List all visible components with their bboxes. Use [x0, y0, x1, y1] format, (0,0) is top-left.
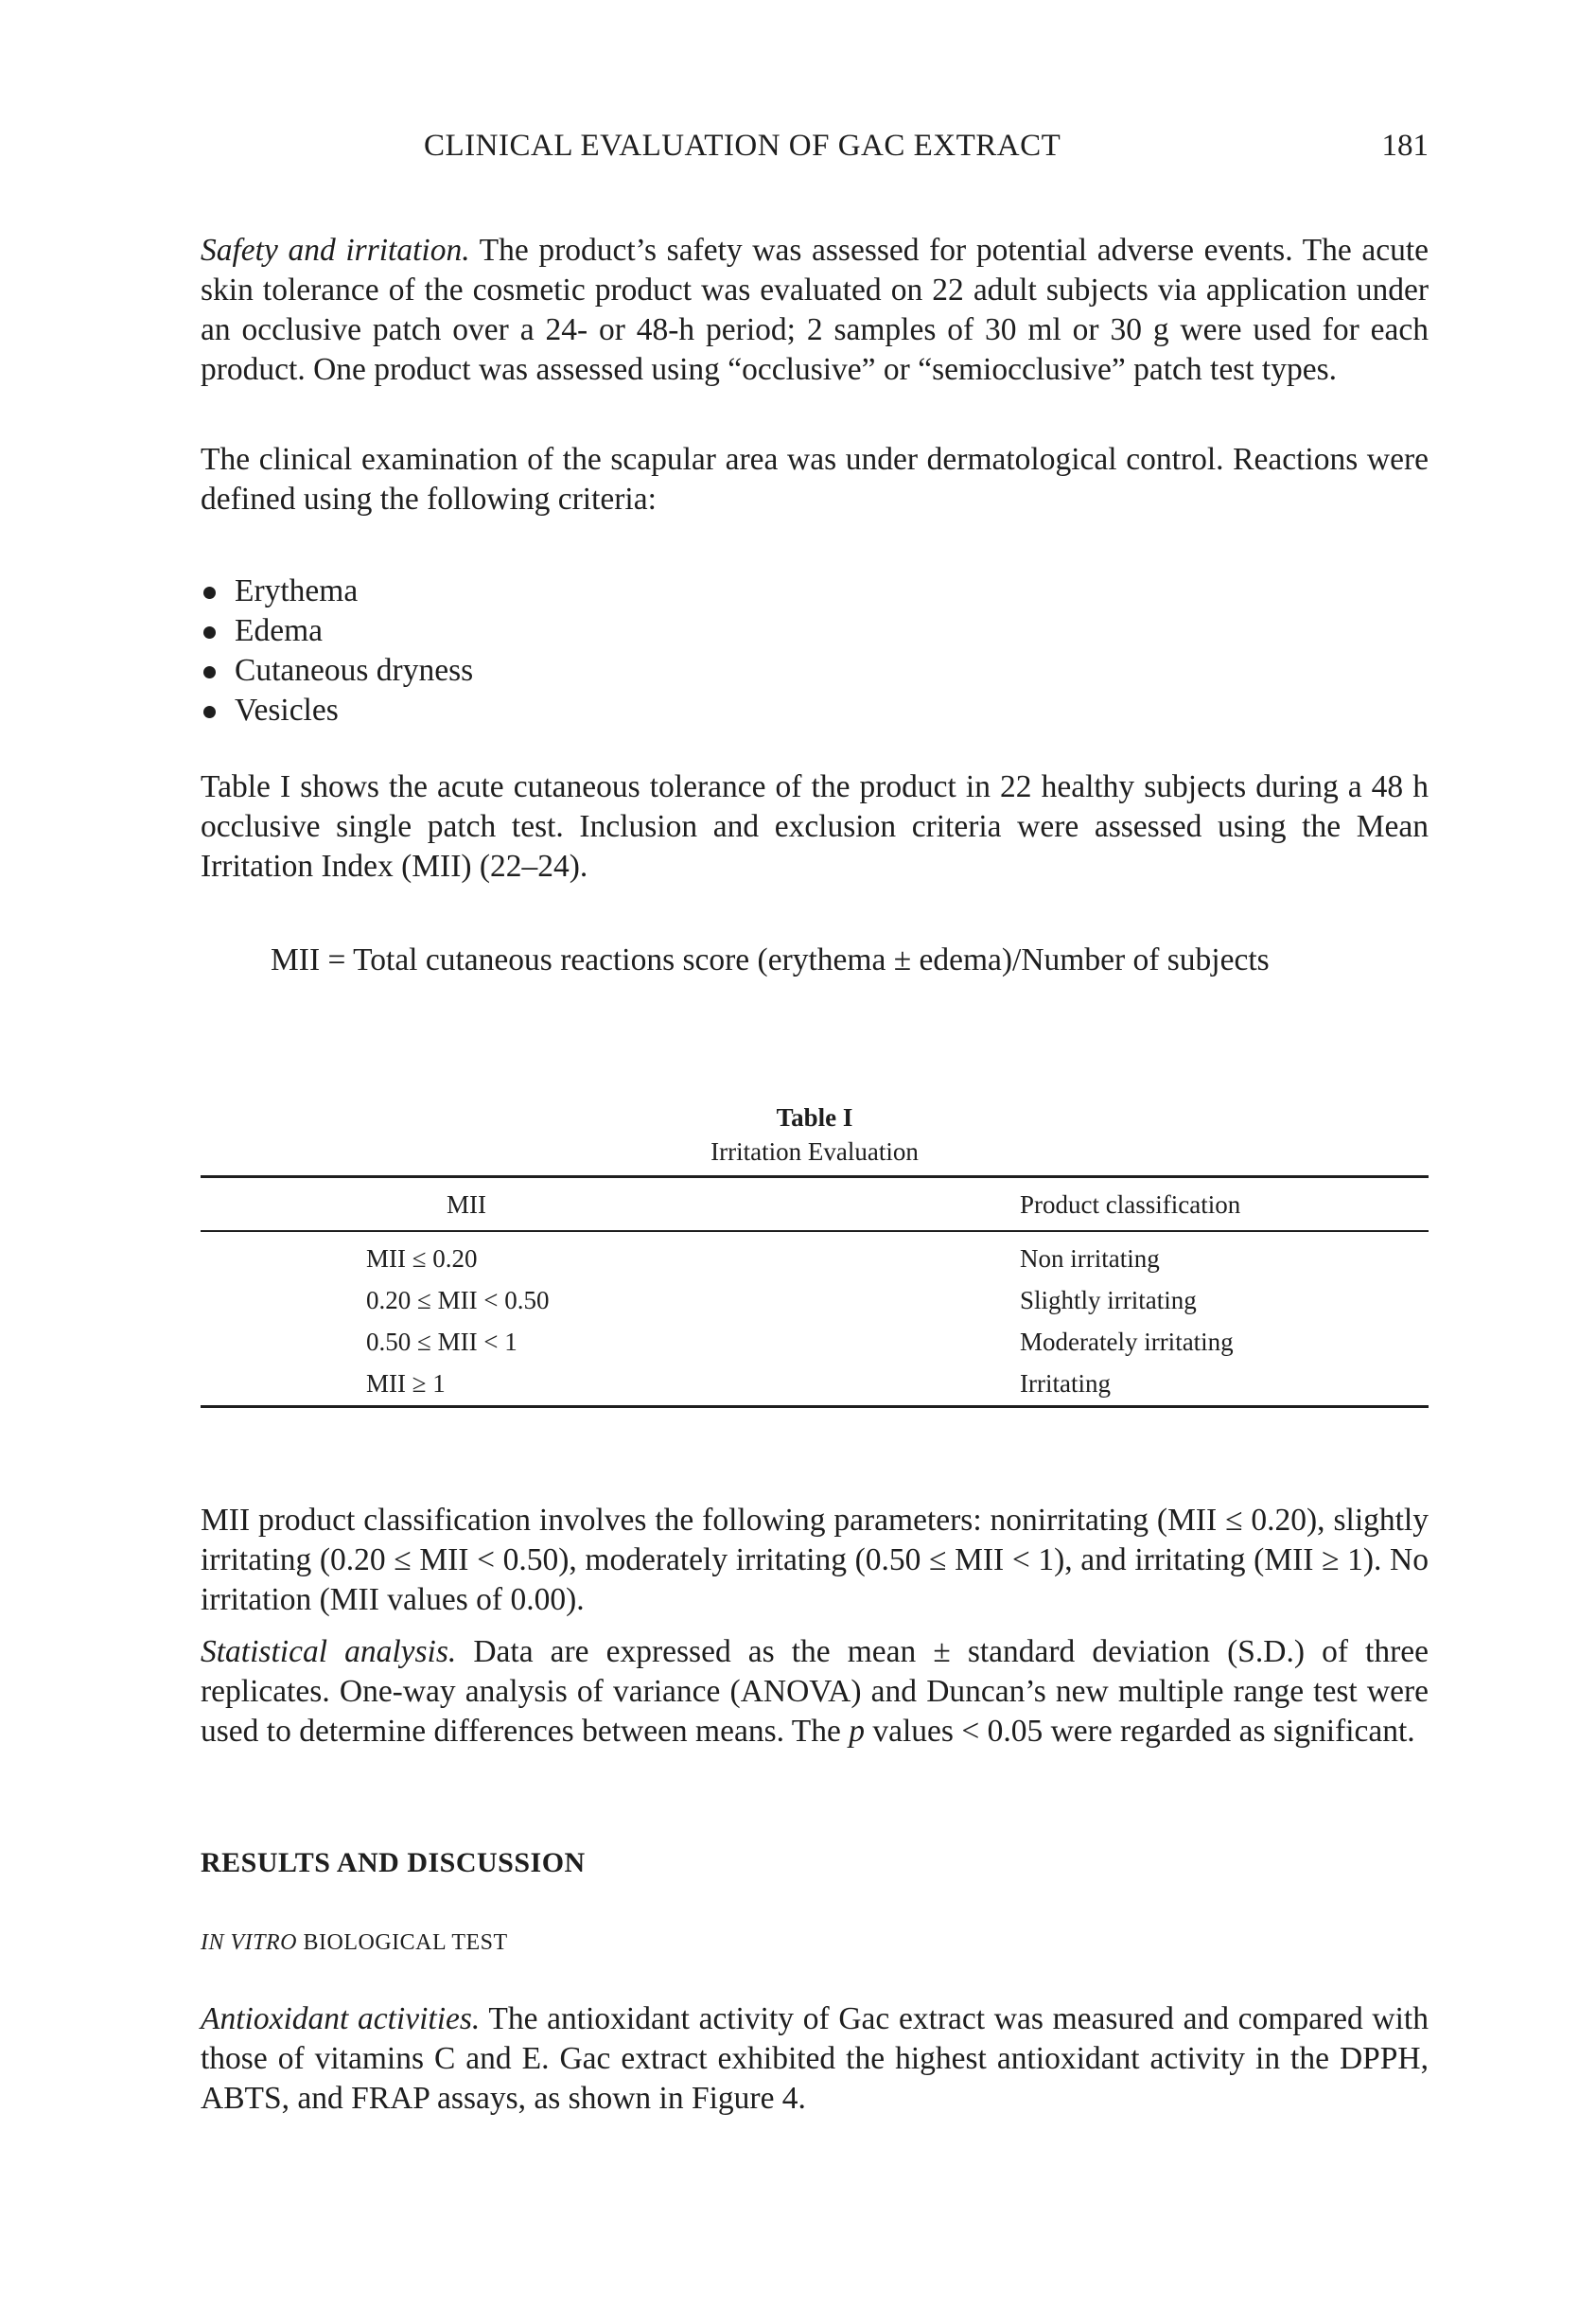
criteria-item: Edema [201, 611, 473, 651]
criteria-item: Erythema [201, 572, 473, 611]
statistics-paragraph [201, 1632, 1429, 1752]
statistics-lead: Statistical analysis. [201, 1634, 457, 1669]
subsection-heading [201, 1930, 508, 1956]
table-cell-mii: MII ≤ 0.20 [366, 1244, 478, 1273]
table-cell-mii: 0.20 ≤ MII < 0.50 [366, 1286, 550, 1314]
subsection-rest: BIOLOGICAL TEST [297, 1930, 508, 1955]
page-number: 181 [1381, 129, 1429, 163]
safety-paragraph [201, 231, 1429, 390]
column-header-mii: MII [447, 1190, 486, 1219]
table-top-rule [201, 1175, 1429, 1178]
table-row [201, 1328, 1429, 1369]
clinical-exam-paragraph: The clinical examination of the scapular area was under dermatological control. Reactions were defined using the following criteria: [201, 442, 1429, 517]
table-cell-classification: Moderately irritating [1020, 1328, 1234, 1356]
table-title: Irritation Evaluation [710, 1137, 919, 1166]
table-cell-classification: Non irritating [1020, 1244, 1160, 1273]
antioxidant-paragraph [201, 1999, 1429, 2119]
table-cell-mii: MII ≥ 1 [366, 1369, 446, 1398]
table-row [201, 1244, 1429, 1286]
safety-lead: Safety and irritation. [201, 233, 470, 268]
criteria-list [201, 572, 473, 731]
classification-paragraph: MII product classification involves the following parameters: nonirritating (MII ≤ 0.20), slightly irritating (0.20 ≤ MII < 0.50), moderately irritating (0.50 ≤ MII < 1), and irritating (MII ≥ 1). No irritation (MII values of 0.00). [201, 1503, 1429, 1617]
antioxidant-body: The antioxidant activity of Gac extract was measured and compared with those of vitamins C and E. Gac extract exhibited the highest antioxidant activity in the DPPH, ABTS, and FRAP assays, as shown in Figure 4. [201, 2001, 1429, 2116]
table-cell-mii: 0.50 ≤ MII < 1 [366, 1328, 517, 1356]
criteria-item: Cutaneous dryness [201, 651, 473, 691]
table-intro-paragraph: Table I shows the acute cutaneous tolerance of the product in 22 healthy subjects during a 48 h occlusive single patch test. Inclusion and exclusion criteria were assessed using the Mean Irritation Index (MII) (22–24). [201, 769, 1429, 884]
criteria-item: Vesicles [201, 691, 473, 731]
column-header-classification: Product classification [1020, 1190, 1241, 1219]
safety-body: The product’s safety was assessed for potential adverse events. The acute skin tolerance of the cosmetic product was evaluated on 22 adult subjects via application under an occlusive patch over a 24- or 48-h period; 2 samples of 30 ml or 30 g were used for each product. One product was assessed using “occlusive” or “semiocclusive” patch test types. [201, 233, 1429, 387]
statistics-body-1: Data are expressed as the mean ± standard deviation (S.D.) of three replicates. One-way analysis of variance (ANOVA) and Duncan’s new multiple range test were used to determine differences between means. The [201, 1634, 1429, 1749]
running-title: CLINICAL EVALUATION OF GAC EXTRACT [424, 129, 1061, 163]
statistics-body-2: values < 0.05 were regarded as significant. [865, 1714, 1415, 1749]
table-cell-classification: Irritating [1020, 1369, 1111, 1398]
subsection-italic: IN VITRO [201, 1930, 297, 1955]
mii-formula: MII = Total cutaneous reactions score (erythema ± edema)/Number of subjects [271, 942, 1270, 977]
table-cell-classification: Slightly irritating [1020, 1286, 1197, 1314]
running-header [201, 129, 1429, 170]
antioxidant-lead: Antioxidant activities. [201, 2001, 481, 2036]
page [201, 0, 1429, 2306]
table-row [201, 1286, 1429, 1328]
table-header-rule [201, 1230, 1429, 1232]
statistics-p-symbol: p [849, 1714, 865, 1749]
section-heading: RESULTS AND DISCUSSION [201, 1847, 586, 1878]
table-number: Table I [776, 1103, 853, 1132]
table-bottom-rule [201, 1405, 1429, 1408]
